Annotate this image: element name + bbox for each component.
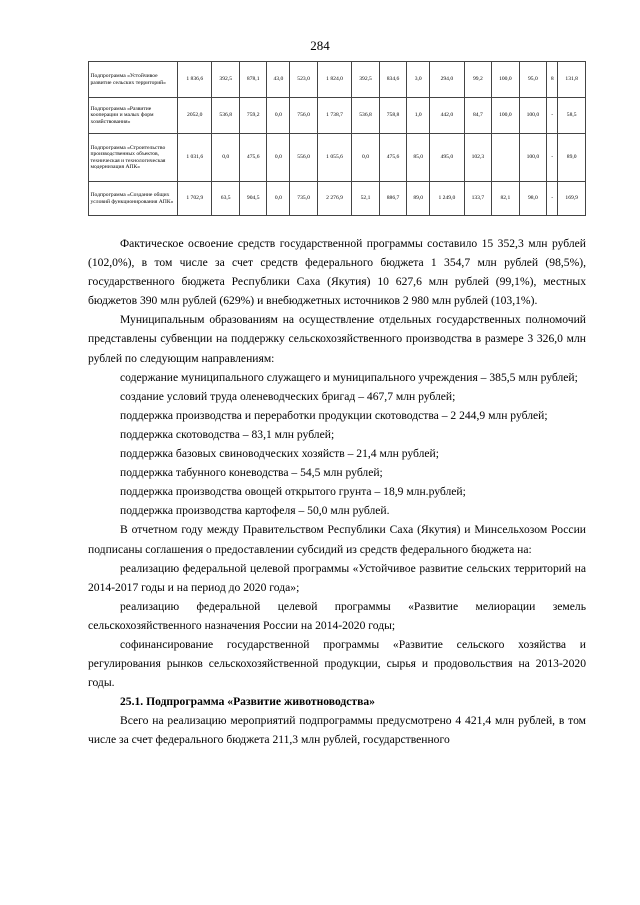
table-cell: 8 bbox=[547, 62, 558, 98]
paragraph: Всего на реализацию мероприятий подпрограммы предусмотрено 4 421,4 млн рублей, в том числе за счет федерального бюджета 211,3 млн рублей, государственного bbox=[88, 714, 586, 747]
table-cell: 95,0 bbox=[519, 62, 547, 98]
table-cell: 294,0 bbox=[430, 62, 464, 98]
row-name-cell: Подпрограмма «Развитие кооперации и малых форм хозяйствования» bbox=[89, 98, 178, 134]
paragraph: Муниципальным образованиям на осуществление отдельных государственных полномочий представлены субвенции на поддержку сельскохозяйственного производства в размере 3 326,0 млн рублей по следующим направлениям: bbox=[88, 313, 586, 365]
table-cell: 0,0 bbox=[352, 134, 380, 182]
table-cell: - bbox=[547, 98, 558, 134]
table-cell: 1 836,6 bbox=[178, 62, 212, 98]
table-cell: 1,0 bbox=[407, 98, 430, 134]
paragraph: поддержка производства и переработки продукции скотоводства – 2 244,9 млн рублей; bbox=[120, 408, 548, 422]
table-cell: 131,8 bbox=[558, 62, 586, 98]
body-text bbox=[88, 234, 586, 750]
table-row bbox=[89, 182, 586, 216]
table-cell: 100,0 bbox=[519, 98, 547, 134]
table-cell: 1 055,6 bbox=[317, 134, 351, 182]
table-cell: 392,5 bbox=[212, 62, 240, 98]
table-cell: 0,0 bbox=[267, 98, 290, 134]
table-cell: 1 031,6 bbox=[178, 134, 212, 182]
table-cell: 495,0 bbox=[430, 134, 464, 182]
table-cell: 735,0 bbox=[290, 182, 318, 216]
table-cell: 475,6 bbox=[239, 134, 267, 182]
row-name-cell: Подпрограмма «Строительство производственных объектов, техническая и технологическая модернизация АПК» bbox=[89, 134, 178, 182]
section-heading: 25.1. Подпрограмма «Развитие животноводства» bbox=[120, 695, 375, 709]
table-cell: 100,0 bbox=[519, 134, 547, 182]
table-cell: 100,0 bbox=[492, 62, 520, 98]
table-cell: 133,7 bbox=[464, 182, 492, 216]
table-cell: 3,0 bbox=[407, 62, 430, 98]
table-cell: - bbox=[547, 182, 558, 216]
table-cell: 2 276,9 bbox=[317, 182, 351, 216]
table-cell: 1 824,0 bbox=[317, 62, 351, 98]
row-name-cell: Подпрограмма «Создание общих условий функционирования АПК» bbox=[89, 182, 178, 216]
table-row bbox=[89, 98, 586, 134]
row-name-cell: Подпрограмма «Устойчивое развитие сельских территорий» bbox=[89, 62, 178, 98]
table-cell: 58,5 bbox=[558, 98, 586, 134]
table-row bbox=[89, 134, 586, 182]
paragraph: поддержка табунного коневодства – 54,5 млн рублей; bbox=[120, 466, 383, 480]
paragraph: софинансирование государственной программы «Развитие сельского хозяйства и регулирования рынков сельскохозяйственной продукции, сырья и продовольствия на 2013-2020 годы. bbox=[88, 637, 586, 690]
table-cell: 758,8 bbox=[379, 98, 407, 134]
table-cell: 100,0 bbox=[492, 98, 520, 134]
table-cell: 85,0 bbox=[407, 134, 430, 182]
table-cell: 84,7 bbox=[464, 98, 492, 134]
table-cell: 0,0 bbox=[267, 134, 290, 182]
table-cell: 759,2 bbox=[239, 98, 267, 134]
table-cell: 63,5 bbox=[212, 182, 240, 216]
table-cell: 523,0 bbox=[290, 62, 318, 98]
table-cell: 1 738,7 bbox=[317, 98, 351, 134]
table-cell: 536,8 bbox=[352, 98, 380, 134]
budget-table bbox=[88, 61, 586, 216]
table-cell: 82,1 bbox=[492, 182, 520, 216]
table-cell: 89,0 bbox=[407, 182, 430, 216]
table-cell: 98,0 bbox=[519, 182, 547, 216]
table-cell: 0,0 bbox=[267, 182, 290, 216]
paragraph: Фактическое освоение средств государственной программы составило 15 352,3 млн рублей (102,0%), в том числе за счет средств федерального бюджета 1 354,7 млн рублей (98,5%), государственного бюджета Республики Саха (Якутия) 10 627,6 млн рублей (99,1%), местных бюджетов 390 млн рублей (629%) и внебюджетных источников 2 980 млн рублей (103,1%). bbox=[88, 237, 586, 308]
paragraph: поддержка скотоводства – 83,1 млн рублей; bbox=[120, 427, 335, 441]
table-cell: 99,2 bbox=[464, 62, 492, 98]
table-cell: 756,0 bbox=[290, 98, 318, 134]
table-cell: 904,5 bbox=[239, 182, 267, 216]
table-cell: 2052,0 bbox=[178, 98, 212, 134]
table-cell: 52,1 bbox=[352, 182, 380, 216]
table-cell: 834,6 bbox=[379, 62, 407, 98]
table-cell: 169,9 bbox=[558, 182, 586, 216]
table-cell: 886,7 bbox=[379, 182, 407, 216]
table-cell: 89,0 bbox=[558, 134, 586, 182]
table-cell: 102,3 bbox=[464, 134, 492, 182]
paragraph: реализацию федеральной целевой программы «Развитие мелиорации земель сельскохозяйственного назначения России на 2014-2020 годы; bbox=[88, 599, 586, 632]
paragraph: поддержка производства картофеля – 50,0 млн рублей. bbox=[120, 504, 390, 518]
paragraph: содержание муниципального служащего и муниципального учреждения – 385,5 млн рублей; bbox=[120, 370, 578, 384]
table-cell: 1 702,9 bbox=[178, 182, 212, 216]
paragraph: В отчетном году между Правительством Республики Саха (Якутия) и Минсельхозом России подписаны соглашения о предоставлении субсидий из средств федерального бюджета на: bbox=[88, 523, 586, 556]
table-cell: 442,0 bbox=[430, 98, 464, 134]
table-cell: 536,8 bbox=[212, 98, 240, 134]
paragraph: поддержка производства овощей открытого грунта – 18,9 млн.рублей; bbox=[120, 485, 466, 499]
table-cell: - bbox=[547, 134, 558, 182]
page-number: 284 bbox=[310, 38, 330, 53]
table-cell: 392,5 bbox=[352, 62, 380, 98]
table-cell: 878,1 bbox=[239, 62, 267, 98]
paragraph: реализацию федеральной целевой программы «Устойчивое развитие сельских территорий на 2014-2017 годы и на период до 2020 года»; bbox=[88, 561, 586, 594]
table-cell: 475,6 bbox=[379, 134, 407, 182]
table-cell bbox=[492, 134, 520, 182]
paragraph: создание условий труда оленеводческих бригад – 467,7 млн рублей; bbox=[120, 389, 456, 403]
table-cell: 43,0 bbox=[267, 62, 290, 98]
table-row bbox=[89, 62, 586, 98]
table-cell: 556,0 bbox=[290, 134, 318, 182]
table-cell: 1 249,0 bbox=[430, 182, 464, 216]
paragraph: поддержка базовых свиноводческих хозяйств – 21,4 млн рублей; bbox=[120, 447, 439, 461]
table-cell: 0,0 bbox=[212, 134, 240, 182]
